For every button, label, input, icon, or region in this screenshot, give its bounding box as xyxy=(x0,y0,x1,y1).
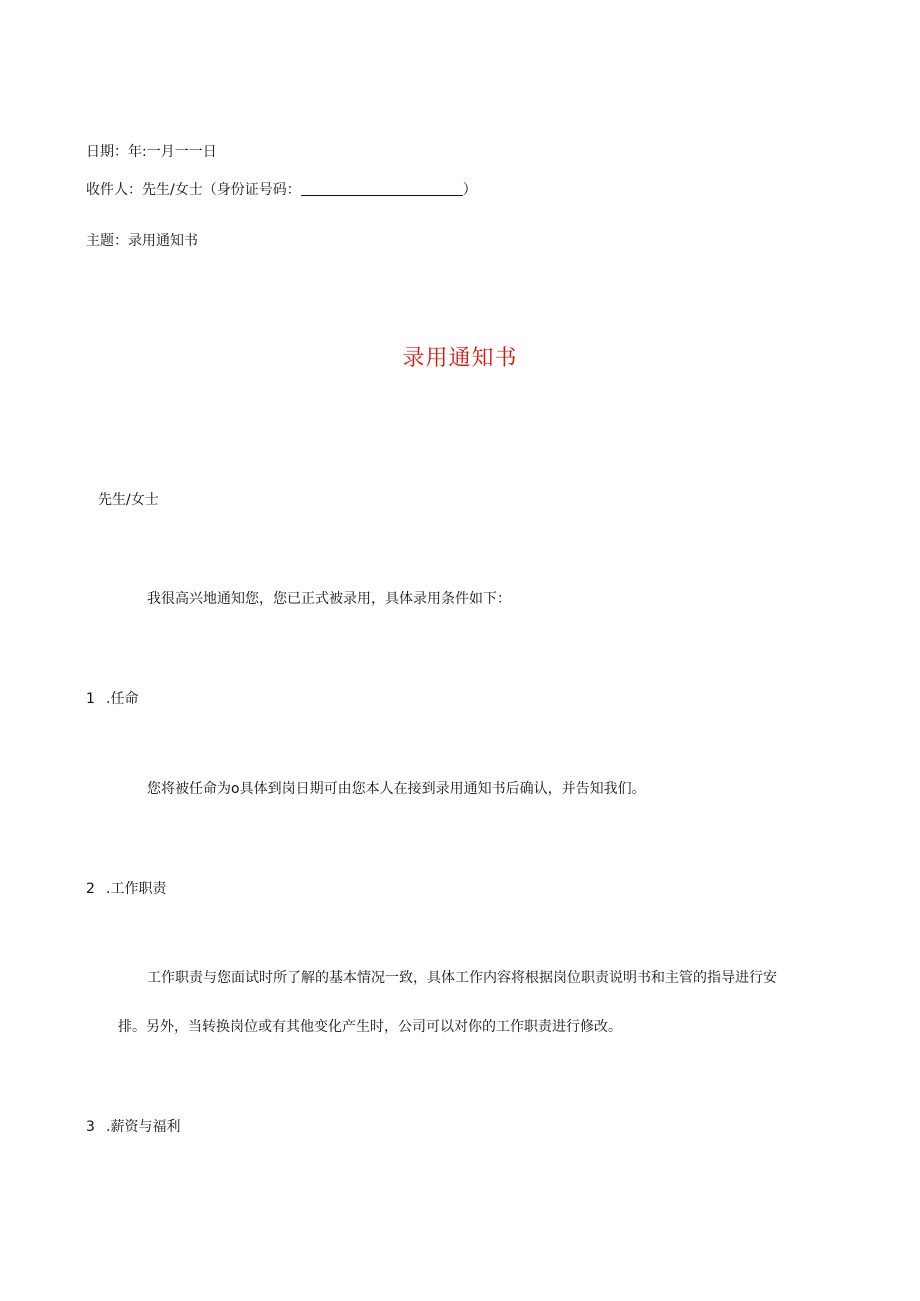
date-value: 年:一月一一日 xyxy=(128,144,217,160)
recipient-close: ） xyxy=(462,182,477,198)
section-1-paragraph: 您将被任命为o具体到岗日期可由您本人在接到录用通知书后确认，并告知我们。 xyxy=(147,781,646,797)
subject-line xyxy=(86,231,198,251)
section-number: 3 xyxy=(86,1119,95,1135)
salutation: 先生/女士 xyxy=(98,492,159,508)
recipient-line xyxy=(86,180,477,200)
section-heading-1 xyxy=(86,689,138,709)
section-number: 2 xyxy=(86,881,95,897)
section-heading-2 xyxy=(86,879,166,899)
section-number: 1 xyxy=(86,691,95,707)
document-title: 录用通知书 xyxy=(402,346,518,371)
recipient-value: 先生/女士（身份证号码： xyxy=(142,182,301,198)
recipient-label: 收件人： xyxy=(86,182,142,198)
date-line xyxy=(86,142,217,162)
section-2-paragraph-line-1: 工作职责与您面试时所了解的基本情况一致，具体工作内容将根据岗位职责说明书和主管的指导进行安 xyxy=(147,970,777,986)
section-heading-3 xyxy=(86,1117,180,1137)
subject-value: 录用通知书 xyxy=(128,233,198,249)
section-2-paragraph-line-2: 排。另外，当转换岗位或有其他变化产生时，公司可以对你的工作职责进行修改。 xyxy=(118,1019,622,1035)
section-title: .薪资与福利 xyxy=(106,1119,181,1135)
subject-label: 主题： xyxy=(86,233,128,249)
section-title: .任命 xyxy=(106,691,139,707)
section-title: .工作职责 xyxy=(106,881,167,897)
intro-paragraph: 我很高兴地通知您，您已正式被录用，具体录用条件如下： xyxy=(147,591,511,607)
id-number-blank xyxy=(301,181,463,196)
date-label: 日期： xyxy=(86,144,128,160)
